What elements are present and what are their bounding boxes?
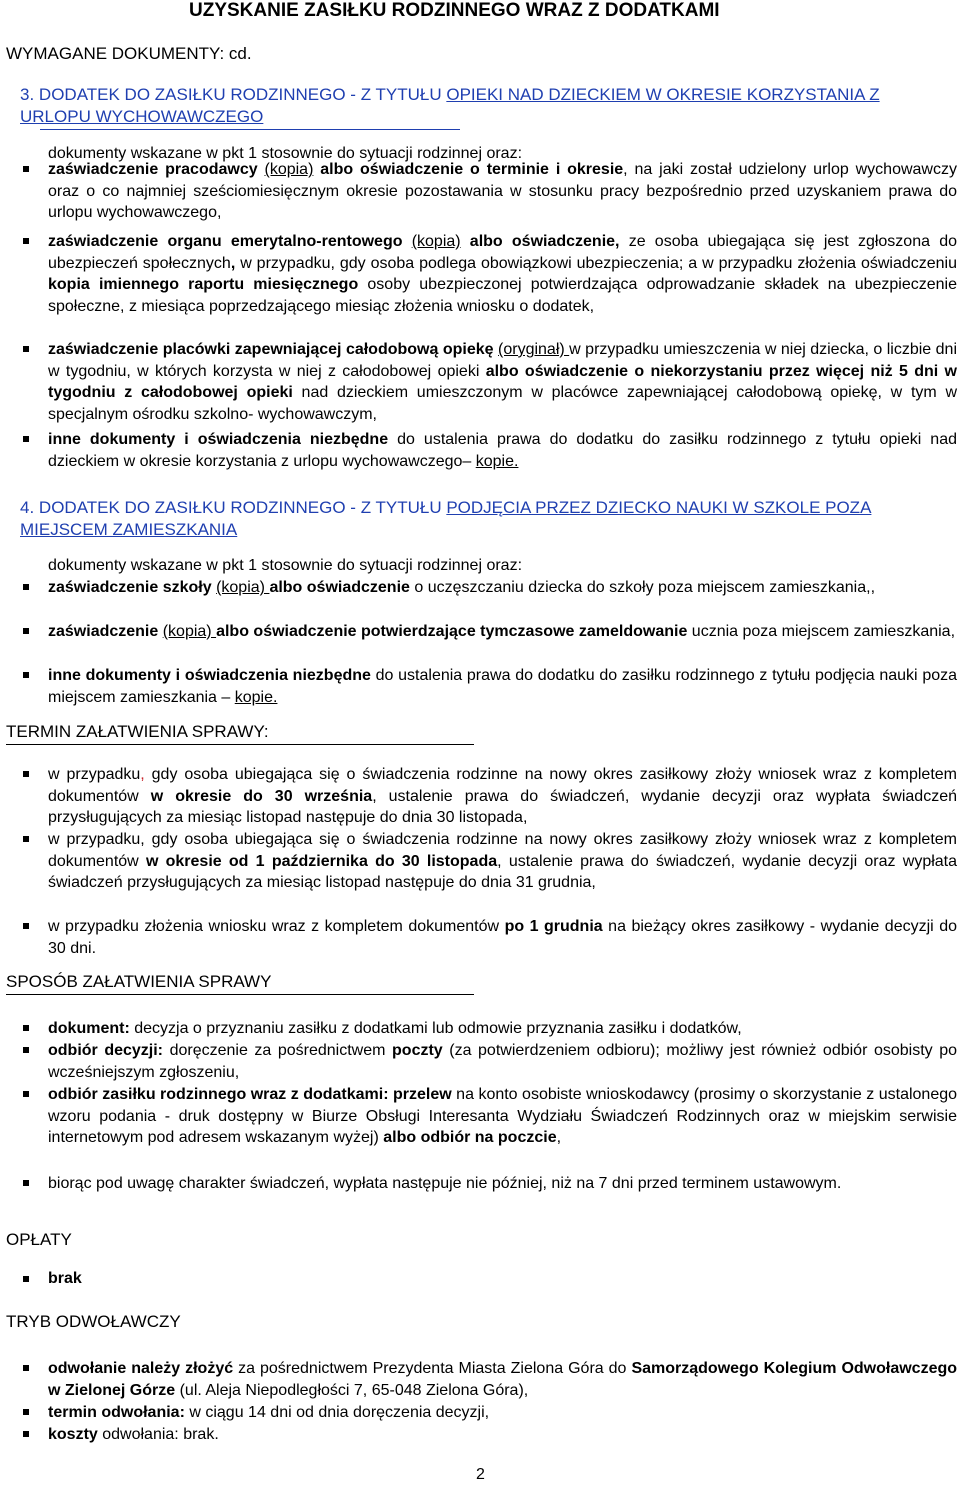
item-text: o uczęszczaniu dziecka do szkoły poza miejscem zamieszkania,, bbox=[409, 579, 876, 596]
item-text-underlined: kopie. bbox=[475, 452, 519, 470]
item-text-red: , bbox=[140, 766, 145, 783]
item-text: osoby ubezpieczonej potwierdzająca odprowadzanie składek na ubezpieczenie społeczne, z miesiąca poprzedzającego miesiąc złożenia wniosku o dodatek, bbox=[48, 276, 958, 315]
item-text: w przypadku, gdy osoba podlega obowiązkowi ubezpieczenia; a w przypadku złożenia oświadczeniu bbox=[235, 254, 958, 272]
tryb-heading: TRYB ODWOŁAWCZY bbox=[6, 1312, 181, 1331]
item-text-bold: inne dokumenty i oświadczenia niezbędne bbox=[48, 431, 389, 448]
item-text: ze osoba ubiegająca się jest zgłoszona do ubezpieczeń społecznych bbox=[48, 233, 957, 272]
section-4-item-2 bbox=[48, 621, 957, 643]
item-text: w przypadku, gdy osoba ubiegająca się o świadczenia rodzinne na nowy okres zasiłkowy złoży wniosek wraz z kompletem dokumentów bbox=[48, 831, 957, 870]
section-3-number: 3. bbox=[20, 85, 35, 104]
bullet-marker bbox=[23, 1047, 29, 1053]
bullet-marker bbox=[23, 1091, 29, 1097]
section-4-title-b: PODJĘCIA PRZEZ DZIECKO NAUKI W SZKOLE POZA MIEJSCEM ZAMIESZKANIA bbox=[20, 498, 872, 539]
sposob-item-4 bbox=[48, 1173, 957, 1195]
item-text: (ul. Aleja Niepodległości 7, 65-048 Zielona Góra), bbox=[175, 1381, 529, 1399]
bullet-marker bbox=[23, 836, 29, 842]
item-text: na bieżący okres zasiłkowy - wydanie decyzji do 30 dni. bbox=[48, 918, 957, 957]
item-text-bold: albo oświadczenie potwierdzające tymczasowe zameldowanie bbox=[216, 623, 688, 640]
section-3-item-4 bbox=[48, 429, 957, 472]
section-3-intro: dokumenty wskazane w pkt 1 stosownie do sytuacji rodzinnej oraz: bbox=[48, 145, 523, 162]
item-text-bold: albo oświadczenie o terminie i okresie bbox=[313, 161, 624, 178]
oplaty-item-1: brak bbox=[48, 1270, 82, 1287]
tryb-item-3 bbox=[48, 1424, 957, 1446]
item-text-bold: koszty bbox=[48, 1426, 98, 1443]
document-subtitle: WYMAGANE DOKUMENTY: cd. bbox=[6, 44, 252, 63]
bullet-marker bbox=[23, 628, 29, 634]
section-3-heading bbox=[20, 84, 900, 128]
item-text: , bbox=[556, 1129, 562, 1147]
bullet-marker bbox=[23, 771, 29, 777]
item-text: gdy osoba ubiegająca się o świadczenia rodzinne na nowy okres zasiłkowy złoży wniosek wraz z kompletem dokumentów bbox=[48, 766, 957, 805]
item-text-bold: zaświadczenie bbox=[48, 623, 163, 640]
item-text-bold: inne dokumenty i oświadczenia niezbędne bbox=[48, 667, 371, 684]
item-text: ucznia poza miejscem zamieszkania, bbox=[687, 623, 956, 640]
item-text-bold: zaświadczenie organu emerytalno-rentowego bbox=[48, 233, 412, 250]
item-text-bold: zaświadczenie placówki zapewniającej całodobową opiekę bbox=[48, 341, 494, 358]
bullet-marker bbox=[23, 1025, 29, 1031]
section-4-item-1 bbox=[48, 577, 957, 599]
section-4-intro: dokumenty wskazane w pkt 1 stosownie do sytuacji rodzinnej oraz: bbox=[48, 557, 523, 574]
item-text-bold: zaświadczenie szkoły bbox=[48, 579, 217, 596]
bullet-marker bbox=[23, 238, 29, 244]
bullet-marker bbox=[23, 166, 29, 172]
item-text: decyzja o przyznaniu zasiłku z dodatkami lub odmowie przyznania zasiłku i dodatków, bbox=[129, 1020, 742, 1037]
sposob-item-2 bbox=[48, 1040, 957, 1083]
termin-heading: TERMIN ZAŁATWIENIA SPRAWY: bbox=[6, 722, 269, 741]
bullet-marker bbox=[23, 1431, 29, 1437]
item-text: doręczenie za pośrednictwem bbox=[163, 1042, 393, 1059]
section-4-item-3 bbox=[48, 665, 957, 708]
section-3-title-underline bbox=[40, 129, 460, 130]
bullet-marker bbox=[23, 1180, 29, 1186]
item-text-bold: albo oświadczenie, bbox=[460, 233, 620, 250]
tryb-item-2 bbox=[48, 1402, 957, 1424]
item-text-underlined: (kopia) bbox=[264, 161, 314, 178]
item-text-bold: Samorządowego Kolegium Odwoławczego w Zielonej Górze bbox=[48, 1360, 958, 1399]
termin-item-2 bbox=[48, 829, 957, 894]
item-text-underlined: (kopia) bbox=[162, 623, 217, 640]
bullet-marker bbox=[23, 584, 29, 590]
item-text: biorąc pod uwagę charakter świadczeń, wypłata następuje nie później, niż na 7 dni przed terminem ustawowym. bbox=[48, 1175, 842, 1192]
section-3-title-b: OPIEKI NAD DZIECKIEM W OKRESIE KORZYSTANIA Z URLOPU WYCHOWAWCZEGO bbox=[20, 85, 880, 126]
section-4-title-a: DODATEK DO ZASIŁKU RODZINNEGO - Z TYTUŁU bbox=[38, 498, 447, 517]
item-text: w przypadku umieszczenia w niej dziecka, o liczbie dni w tygodniu, w których korzysta w niej z całodobowej opieki bbox=[48, 341, 958, 380]
item-text: za pośrednictwem Prezydenta Miasta Zielona Góra do bbox=[233, 1360, 632, 1377]
item-text-bold: zaświadczenie pracodawcy bbox=[48, 161, 265, 178]
sposob-heading-rule bbox=[6, 994, 474, 995]
item-text-bold: w okresie do 30 września bbox=[150, 787, 373, 805]
item-text-bold: poczty bbox=[392, 1042, 443, 1059]
item-text: w przypadku bbox=[48, 766, 141, 783]
section-3-item-3 bbox=[48, 339, 957, 425]
item-text: nad dzieckiem umieszczonym w placówce zapewniającej całodobową opiekę, w tym w specjalnym ośrodku szkolno- wychowawczym, bbox=[48, 384, 957, 423]
item-text-underlined: (kopia) bbox=[216, 579, 270, 596]
sposob-item-1 bbox=[48, 1018, 957, 1040]
item-text-bold: kopia imiennego raportu miesięcznego bbox=[48, 276, 359, 294]
item-text-bold: termin odwołania: bbox=[48, 1404, 185, 1421]
item-text-underlined: kopie. bbox=[234, 688, 278, 706]
item-text: , ustalenie prawa do świadczeń, wydanie decyzji oraz wypłata świadczeń przysługujących za miesiąc listopad następuje do dnia 31 grudnia, bbox=[48, 852, 958, 892]
item-text: , na jaki został udzielony urlop wychowawczy oraz o co najmniej sześciomiesięcznym okresie pozostawania w stosunku pracy bezpośrednio przed uzyskaniem prawa do urlopu wychowawczego, bbox=[48, 161, 957, 222]
bullet-marker bbox=[23, 1276, 29, 1282]
item-text: , ustalenie prawa do świadczeń, wydanie decyzji oraz wypłata świadczeń przysługujących za miesiąc listopad następuje do dnia 30 listopada, bbox=[48, 787, 957, 827]
item-text: w przypadku złożenia wniosku wraz z kompletem dokumentów bbox=[48, 918, 505, 935]
termin-item-1 bbox=[48, 764, 957, 829]
item-text-underlined: (kopia) bbox=[411, 233, 461, 250]
page-number: 2 bbox=[476, 1466, 485, 1483]
item-text-bold: albo odbiór na poczcie bbox=[383, 1129, 557, 1147]
item-text: (za potwierdzeniem odbioru); możliwy jest również odbiór osobisty po wcześniejszym zgłoszeniu, bbox=[48, 1042, 957, 1081]
section-4-heading bbox=[20, 497, 950, 541]
oplaty-heading: OPŁATY bbox=[6, 1230, 72, 1249]
item-text: na konto osobiste wnioskodawcy (prosimy o skorzystanie z ustalonego wzoru podania - druk dostępny w Biurze Obsługi Interesanta Wydziału Świadczeń Rodzinnych oraz w miejskim serwisie internetowym pod adresem wskazanym wyżej) bbox=[48, 1086, 958, 1147]
section-4-number: 4. bbox=[20, 498, 35, 517]
section-3-item-2 bbox=[48, 231, 957, 317]
item-text-bold: dokument: bbox=[48, 1020, 130, 1037]
bullet-marker bbox=[23, 672, 29, 678]
item-text-bold: po 1 grudnia bbox=[504, 918, 603, 935]
bullet-marker bbox=[23, 1365, 29, 1371]
tryb-item-1 bbox=[48, 1358, 957, 1401]
bullet-marker bbox=[23, 923, 29, 929]
item-text-bold: albo oświadczenie o niekorzystaniu przez więcej niż 5 dni w tygodniu z całodobowej opieki bbox=[48, 362, 957, 402]
item-text-bold: albo oświadczenie bbox=[269, 579, 410, 596]
item-text-bold: odwołanie należy złożyć bbox=[48, 1360, 234, 1377]
section-3-item-1 bbox=[48, 159, 957, 224]
item-text: do ustalenia prawa do dodatku do zasiłku rodzinnego z tytułu opieki nad dzieckiem w okresie korzystania z urlopu wychowawczego– bbox=[48, 431, 957, 470]
document-title: UZYSKANIE ZASIŁKU RODZINNEGO WRAZ Z DODATKAMI bbox=[189, 0, 720, 21]
bullet-marker bbox=[23, 1409, 29, 1415]
item-text-bold: odbiór zasiłku rodzinnego wraz z dodatkami: przelew bbox=[48, 1086, 452, 1103]
bullet-marker bbox=[23, 436, 29, 442]
section-3-title-a: DODATEK DO ZASIŁKU RODZINNEGO - Z TYTUŁU bbox=[38, 85, 447, 104]
item-text: w ciągu 14 dni od dnia doręczenia decyzji, bbox=[184, 1404, 490, 1421]
sposob-heading: SPOSÓB ZAŁATWIENIA SPRAWY bbox=[6, 972, 272, 991]
termin-heading-rule bbox=[6, 744, 474, 745]
bullet-marker bbox=[23, 346, 29, 352]
item-text-underlined: (oryginał) bbox=[498, 341, 570, 358]
item-text-bold: w okresie od 1 października do 30 listopada bbox=[145, 852, 498, 870]
item-text: do ustalenia prawa do dodatku do zasiłku rodzinnego z tytułu podjęcia nauki poza miejscem zamieszkania – bbox=[48, 667, 958, 706]
item-text-bold: , bbox=[230, 254, 236, 272]
item-text: odwołania: brak. bbox=[97, 1426, 219, 1443]
sposob-item-3 bbox=[48, 1084, 957, 1149]
termin-item-3 bbox=[48, 916, 957, 959]
item-text-bold: odbiór decyzji: bbox=[48, 1042, 164, 1059]
